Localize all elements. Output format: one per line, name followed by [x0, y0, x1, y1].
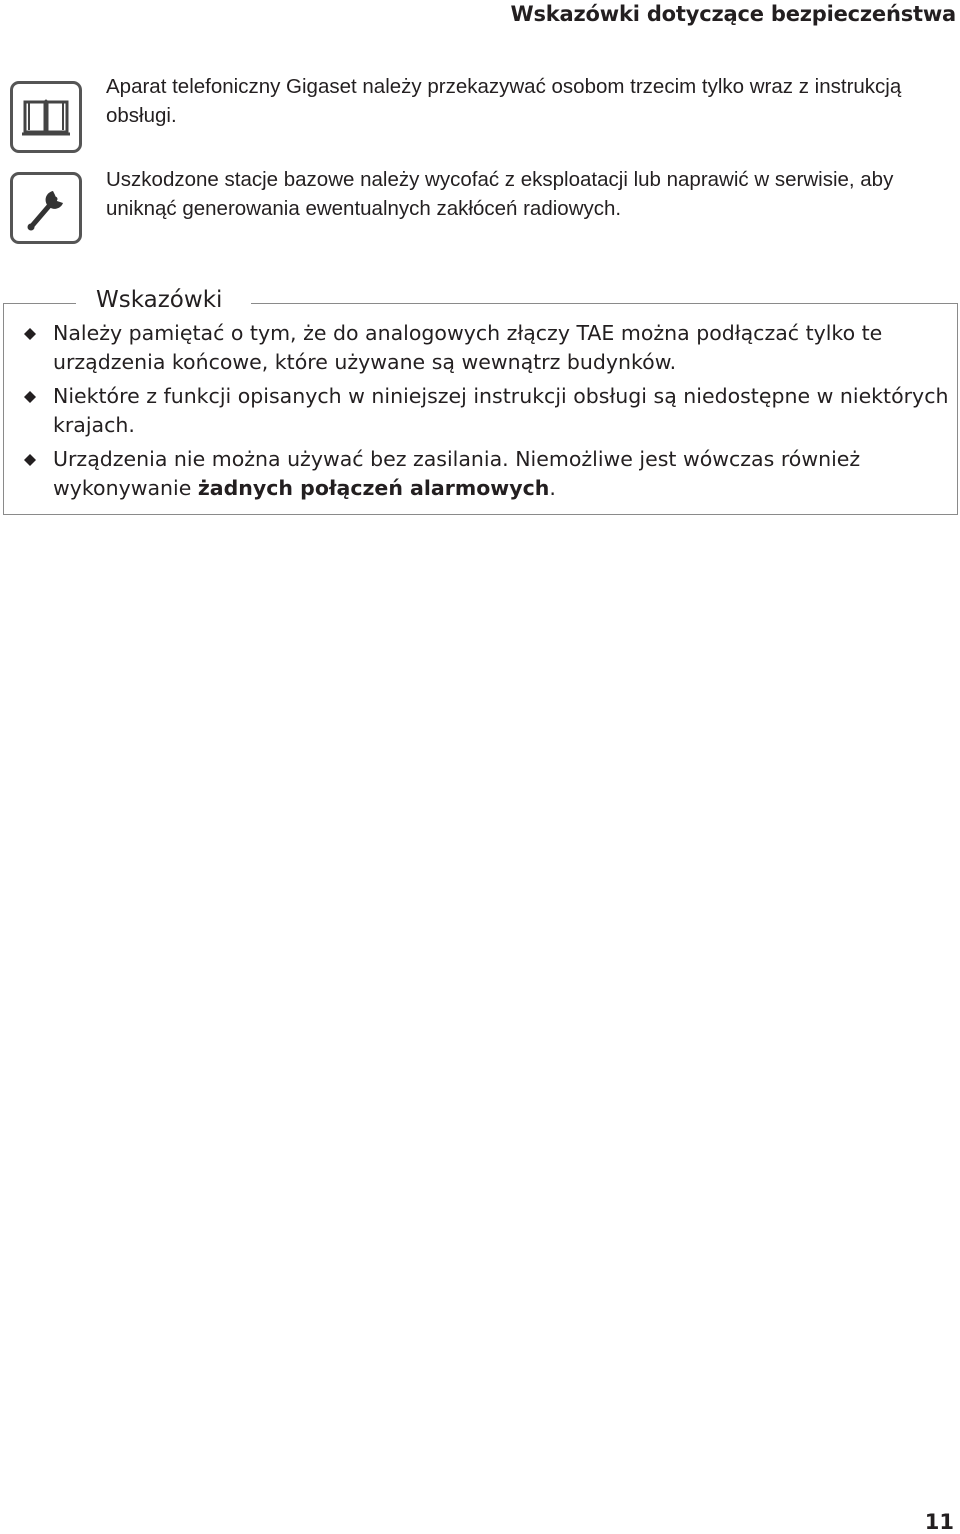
note-text: Należy pamiętać o tym, że do analogowych złączy TAE można podłączać tylko te urządzenia końcowe, które używane są wewnątrz budynków. — [53, 321, 883, 374]
note-text: Niektóre z funkcji opisanych w niniejszej instrukcji obsługi są niedostępne w niektórych krajach. — [53, 384, 949, 437]
diamond-bullet-icon — [24, 454, 36, 466]
diamond-bullet-icon — [24, 328, 36, 340]
paragraph-manual-handover: Aparat telefoniczny Gigaset należy przekazywać osobom trzecim tylko wraz z instrukcją obsługi. — [106, 75, 902, 127]
note-text-end: . — [549, 476, 556, 500]
notes-box — [3, 287, 958, 515]
list-item — [4, 319, 954, 377]
page-header-title: Wskazówki dotyczące bezpieczeństwa — [510, 2, 956, 26]
notes-rule-left — [4, 303, 76, 304]
wrench-icon — [10, 172, 82, 244]
notes-title: Wskazówki — [96, 287, 223, 313]
list-item — [4, 382, 954, 440]
page-number: 11 — [924, 1510, 954, 1534]
note-text: Urządzenia nie można używać bez zasilania. Niemożliwe jest wówczas również wykonywanie — [53, 447, 861, 500]
notes-rule-right — [251, 303, 957, 304]
notes-list — [4, 319, 954, 508]
list-item — [4, 445, 954, 503]
paragraph-damaged-base-stations: Uszkodzone stacje bazowe należy wycofać z eksploatacji lub naprawić w serwisie, aby uniknąć generowania ewentualnych zakłóceń radiowych. — [106, 168, 894, 220]
book-icon — [10, 81, 82, 153]
diamond-bullet-icon — [24, 391, 36, 403]
wrench-icon-svg — [19, 181, 73, 235]
book-icon-svg — [19, 90, 73, 144]
note-text-bold: żadnych połączeń alarmowych — [197, 476, 550, 500]
